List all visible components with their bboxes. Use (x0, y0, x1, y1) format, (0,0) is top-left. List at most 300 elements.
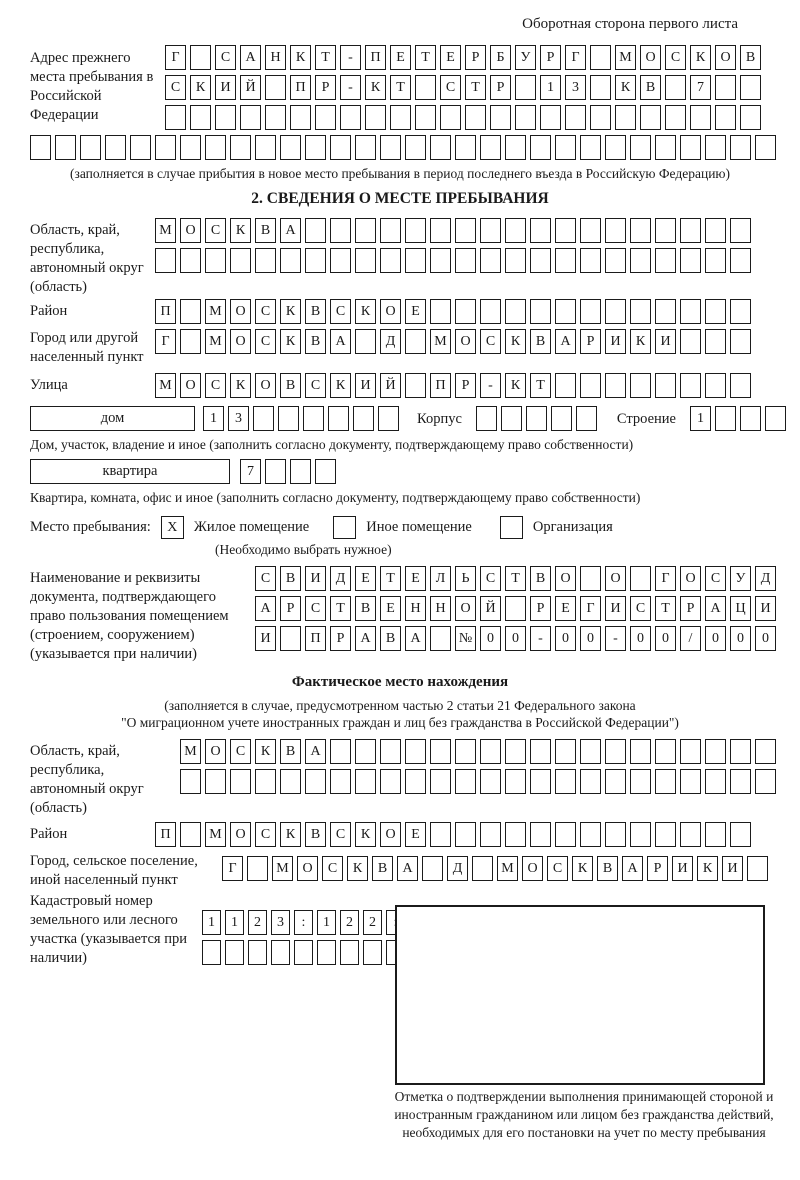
form-cell[interactable] (576, 406, 597, 431)
form-cell[interactable]: Е (405, 299, 426, 324)
form-cell[interactable] (530, 248, 551, 273)
form-cell[interactable] (705, 822, 726, 847)
form-cell[interactable] (430, 218, 451, 243)
form-cell[interactable] (130, 135, 151, 160)
form-cell[interactable] (655, 822, 676, 847)
form-cell[interactable]: В (372, 856, 393, 881)
form-cell[interactable]: В (530, 329, 551, 354)
form-cell[interactable] (430, 822, 451, 847)
form-cell[interactable] (476, 406, 497, 431)
form-cell[interactable]: П (155, 822, 176, 847)
form-cell[interactable] (555, 248, 576, 273)
form-cell[interactable]: Й (480, 596, 501, 621)
form-cell[interactable] (30, 135, 51, 160)
form-cell[interactable] (580, 299, 601, 324)
form-cell[interactable]: М (205, 299, 226, 324)
form-cell[interactable]: И (655, 329, 676, 354)
form-cell[interactable] (405, 373, 426, 398)
form-cell[interactable] (330, 218, 351, 243)
form-cell[interactable]: - (340, 75, 361, 100)
form-cell[interactable]: В (740, 45, 761, 70)
form-cell[interactable]: И (355, 373, 376, 398)
form-cell[interactable] (580, 373, 601, 398)
form-cell[interactable] (405, 329, 426, 354)
form-cell[interactable] (315, 459, 336, 484)
form-cell[interactable]: Т (330, 596, 351, 621)
form-cell[interactable]: А (330, 329, 351, 354)
form-cell[interactable]: Г (222, 856, 243, 881)
form-cell[interactable] (330, 248, 351, 273)
form-cell[interactable] (430, 769, 451, 794)
form-cell[interactable]: О (255, 373, 276, 398)
form-cell[interactable] (655, 739, 676, 764)
form-cell[interactable] (155, 248, 176, 273)
form-cell[interactable]: Й (380, 373, 401, 398)
form-cell[interactable]: К (280, 299, 301, 324)
form-cell[interactable]: Г (155, 329, 176, 354)
form-cell[interactable]: 2 (363, 910, 382, 935)
form-cell[interactable] (730, 299, 751, 324)
form-cell[interactable]: У (730, 566, 751, 591)
city-row[interactable] (155, 329, 751, 354)
form-cell[interactable] (290, 105, 311, 130)
form-cell[interactable]: Р (680, 596, 701, 621)
form-cell[interactable] (530, 769, 551, 794)
form-cell[interactable]: О (230, 822, 251, 847)
form-cell[interactable]: В (305, 299, 326, 324)
form-cell[interactable]: М (615, 45, 636, 70)
form-cell[interactable]: / (680, 626, 701, 651)
form-cell[interactable]: Р (490, 75, 511, 100)
form-cell[interactable] (630, 373, 651, 398)
korpus-cells[interactable] (476, 406, 597, 431)
form-cell[interactable] (378, 406, 399, 431)
form-cell[interactable]: - (530, 626, 551, 651)
form-cell[interactable] (505, 769, 526, 794)
form-cell[interactable]: 0 (730, 626, 751, 651)
form-cell[interactable] (526, 406, 547, 431)
form-cell[interactable] (205, 248, 226, 273)
form-cell[interactable]: С (330, 299, 351, 324)
form-cell[interactable]: В (305, 329, 326, 354)
form-cell[interactable]: 3 (565, 75, 586, 100)
form-cell[interactable]: В (597, 856, 618, 881)
form-cell[interactable] (280, 248, 301, 273)
form-cell[interactable] (665, 75, 686, 100)
form-cell[interactable] (755, 135, 776, 160)
form-cell[interactable] (390, 105, 411, 130)
form-cell[interactable]: Е (555, 596, 576, 621)
form-cell[interactable] (455, 739, 476, 764)
form-cell[interactable]: И (672, 856, 693, 881)
form-cell[interactable] (355, 218, 376, 243)
form-cell[interactable]: С (705, 566, 726, 591)
form-cell[interactable] (730, 822, 751, 847)
form-cell[interactable]: О (230, 329, 251, 354)
form-cell[interactable]: С (330, 822, 351, 847)
form-cell[interactable] (680, 769, 701, 794)
form-cell[interactable] (330, 135, 351, 160)
form-cell[interactable] (480, 218, 501, 243)
form-cell[interactable]: О (297, 856, 318, 881)
form-cell[interactable] (240, 105, 261, 130)
form-cell[interactable] (405, 135, 426, 160)
form-cell[interactable] (480, 135, 501, 160)
form-cell[interactable]: К (615, 75, 636, 100)
form-cell[interactable]: 1 (203, 406, 224, 431)
form-cell[interactable]: Г (165, 45, 186, 70)
form-cell[interactable]: М (205, 329, 226, 354)
form-cell[interactable] (580, 769, 601, 794)
form-cell[interactable] (565, 105, 586, 130)
form-cell[interactable]: Е (380, 596, 401, 621)
form-cell[interactable]: Е (355, 566, 376, 591)
form-cell[interactable] (505, 822, 526, 847)
form-cell[interactable]: О (680, 566, 701, 591)
form-cell[interactable] (230, 769, 251, 794)
form-cell[interactable]: Т (530, 373, 551, 398)
prev-address-row-2[interactable] (165, 75, 761, 100)
prev-address-extra-row[interactable] (30, 135, 800, 160)
form-cell[interactable] (555, 135, 576, 160)
form-cell[interactable] (630, 299, 651, 324)
form-cell[interactable]: Е (390, 45, 411, 70)
form-cell[interactable] (630, 248, 651, 273)
form-cell[interactable] (415, 75, 436, 100)
form-cell[interactable] (580, 248, 601, 273)
form-cell[interactable]: Л (430, 566, 451, 591)
form-cell[interactable]: Т (415, 45, 436, 70)
form-cell[interactable]: А (240, 45, 261, 70)
form-cell[interactable]: 0 (480, 626, 501, 651)
form-cell[interactable]: 1 (540, 75, 561, 100)
form-cell[interactable] (265, 105, 286, 130)
form-cell[interactable]: 0 (505, 626, 526, 651)
form-cell[interactable] (255, 769, 276, 794)
stroenie-cells[interactable] (690, 406, 786, 431)
form-cell[interactable]: К (630, 329, 651, 354)
form-cell[interactable] (380, 739, 401, 764)
form-cell[interactable] (303, 406, 324, 431)
form-cell[interactable] (430, 299, 451, 324)
form-cell[interactable]: 7 (240, 459, 261, 484)
form-cell[interactable]: С (322, 856, 343, 881)
form-cell[interactable] (605, 822, 626, 847)
form-cell[interactable]: Г (655, 566, 676, 591)
form-cell[interactable]: 0 (755, 626, 776, 651)
form-cell[interactable] (515, 75, 536, 100)
form-cell[interactable] (555, 769, 576, 794)
form-cell[interactable]: Т (505, 566, 526, 591)
form-cell[interactable]: 1 (317, 910, 336, 935)
form-cell[interactable] (340, 105, 361, 130)
form-cell[interactable]: О (380, 822, 401, 847)
form-cell[interactable]: - (340, 45, 361, 70)
doc-row-2[interactable] (255, 596, 776, 621)
form-cell[interactable]: Т (655, 596, 676, 621)
form-cell[interactable] (515, 105, 536, 130)
region-row-2[interactable] (155, 248, 751, 273)
form-cell[interactable] (747, 856, 768, 881)
form-cell[interactable] (501, 406, 522, 431)
form-cell[interactable]: Д (755, 566, 776, 591)
form-cell[interactable]: О (605, 566, 626, 591)
form-cell[interactable]: Т (465, 75, 486, 100)
form-cell[interactable] (305, 248, 326, 273)
form-cell[interactable] (740, 406, 761, 431)
form-cell[interactable] (605, 135, 626, 160)
form-cell[interactable]: И (605, 329, 626, 354)
form-cell[interactable] (380, 769, 401, 794)
form-cell[interactable] (215, 105, 236, 130)
form-cell[interactable] (317, 940, 336, 965)
other-premises-checkbox[interactable] (333, 516, 356, 539)
form-cell[interactable] (605, 248, 626, 273)
form-cell[interactable]: А (305, 739, 326, 764)
form-cell[interactable] (740, 105, 761, 130)
form-cell[interactable] (253, 406, 274, 431)
form-cell[interactable] (405, 769, 426, 794)
actual-district-row[interactable] (155, 822, 751, 847)
form-cell[interactable]: № (455, 626, 476, 651)
form-cell[interactable]: Д (447, 856, 468, 881)
actual-region-row-2[interactable] (180, 769, 776, 794)
form-cell[interactable] (353, 406, 374, 431)
form-cell[interactable] (180, 329, 201, 354)
form-cell[interactable]: Е (405, 566, 426, 591)
form-cell[interactable] (80, 135, 101, 160)
form-cell[interactable] (330, 739, 351, 764)
form-cell[interactable]: Р (540, 45, 561, 70)
form-cell[interactable] (630, 822, 651, 847)
form-cell[interactable]: Р (315, 75, 336, 100)
form-cell[interactable] (505, 739, 526, 764)
form-cell[interactable] (355, 769, 376, 794)
form-cell[interactable] (555, 822, 576, 847)
form-cell[interactable]: К (290, 45, 311, 70)
form-cell[interactable] (278, 406, 299, 431)
form-cell[interactable] (505, 596, 526, 621)
form-cell[interactable] (202, 940, 221, 965)
form-cell[interactable]: Т (390, 75, 411, 100)
form-cell[interactable]: В (355, 596, 376, 621)
form-cell[interactable] (180, 769, 201, 794)
form-cell[interactable]: 0 (655, 626, 676, 651)
form-cell[interactable] (551, 406, 572, 431)
form-cell[interactable] (455, 822, 476, 847)
form-cell[interactable]: 0 (580, 626, 601, 651)
form-cell[interactable] (205, 135, 226, 160)
form-cell[interactable] (580, 135, 601, 160)
form-cell[interactable]: Р (647, 856, 668, 881)
prev-address-row-1[interactable] (165, 45, 761, 70)
form-cell[interactable] (180, 135, 201, 160)
form-cell[interactable] (715, 406, 736, 431)
form-cell[interactable]: А (405, 626, 426, 651)
residential-checkbox[interactable]: X (161, 516, 184, 539)
form-cell[interactable] (730, 739, 751, 764)
form-cell[interactable]: С (255, 329, 276, 354)
form-cell[interactable] (665, 105, 686, 130)
form-cell[interactable] (355, 739, 376, 764)
form-cell[interactable]: О (455, 329, 476, 354)
form-cell[interactable] (455, 769, 476, 794)
form-cell[interactable] (605, 373, 626, 398)
form-cell[interactable] (355, 329, 376, 354)
district-row[interactable] (155, 299, 751, 324)
form-cell[interactable]: Й (240, 75, 261, 100)
form-cell[interactable] (205, 769, 226, 794)
form-cell[interactable] (380, 218, 401, 243)
form-cell[interactable]: В (280, 739, 301, 764)
form-cell[interactable] (530, 135, 551, 160)
street-row[interactable] (155, 373, 751, 398)
form-cell[interactable] (615, 105, 636, 130)
form-cell[interactable]: П (305, 626, 326, 651)
form-cell[interactable]: О (180, 373, 201, 398)
form-cell[interactable]: О (205, 739, 226, 764)
form-cell[interactable]: С (205, 218, 226, 243)
form-cell[interactable] (680, 248, 701, 273)
form-cell[interactable]: К (347, 856, 368, 881)
form-cell[interactable] (680, 135, 701, 160)
form-cell[interactable] (730, 135, 751, 160)
form-cell[interactable]: К (230, 218, 251, 243)
form-cell[interactable] (655, 135, 676, 160)
form-cell[interactable] (380, 248, 401, 273)
form-cell[interactable] (730, 248, 751, 273)
form-cell[interactable]: Т (315, 45, 336, 70)
form-cell[interactable]: С (480, 329, 501, 354)
form-cell[interactable]: А (705, 596, 726, 621)
form-cell[interactable]: И (255, 626, 276, 651)
form-cell[interactable]: С (230, 739, 251, 764)
form-cell[interactable] (330, 769, 351, 794)
form-cell[interactable] (294, 940, 313, 965)
form-cell[interactable]: С (215, 45, 236, 70)
form-cell[interactable] (490, 105, 511, 130)
form-cell[interactable] (505, 135, 526, 160)
organization-checkbox[interactable] (500, 516, 523, 539)
form-cell[interactable] (530, 299, 551, 324)
form-cell[interactable]: 1 (690, 406, 711, 431)
form-cell[interactable]: П (155, 299, 176, 324)
form-cell[interactable]: Р (280, 596, 301, 621)
prev-address-row-3[interactable] (165, 105, 761, 130)
form-cell[interactable] (530, 218, 551, 243)
form-cell[interactable] (680, 822, 701, 847)
form-cell[interactable] (405, 739, 426, 764)
form-cell[interactable]: В (280, 566, 301, 591)
form-cell[interactable] (705, 135, 726, 160)
form-cell[interactable] (430, 248, 451, 273)
form-cell[interactable] (705, 218, 726, 243)
form-cell[interactable] (680, 739, 701, 764)
form-cell[interactable]: 2 (340, 910, 359, 935)
form-cell[interactable] (640, 105, 661, 130)
actual-region-row-1[interactable] (180, 739, 776, 764)
form-cell[interactable] (705, 299, 726, 324)
form-cell[interactable] (455, 248, 476, 273)
form-cell[interactable]: Н (265, 45, 286, 70)
form-cell[interactable]: Н (430, 596, 451, 621)
form-cell[interactable]: И (722, 856, 743, 881)
form-cell[interactable] (315, 105, 336, 130)
form-cell[interactable] (480, 248, 501, 273)
form-cell[interactable]: С (205, 373, 226, 398)
apartment-widebox[interactable]: квартира (30, 459, 230, 484)
form-cell[interactable]: 0 (555, 626, 576, 651)
form-cell[interactable]: Б (490, 45, 511, 70)
form-cell[interactable] (363, 940, 382, 965)
form-cell[interactable]: А (355, 626, 376, 651)
form-cell[interactable]: О (180, 218, 201, 243)
form-cell[interactable]: В (305, 822, 326, 847)
form-cell[interactable]: С (165, 75, 186, 100)
form-cell[interactable] (430, 739, 451, 764)
form-cell[interactable] (730, 373, 751, 398)
form-cell[interactable]: Ц (730, 596, 751, 621)
form-cell[interactable]: П (290, 75, 311, 100)
form-cell[interactable]: К (230, 373, 251, 398)
form-cell[interactable] (480, 739, 501, 764)
form-cell[interactable]: В (380, 626, 401, 651)
form-cell[interactable] (105, 135, 126, 160)
form-cell[interactable] (555, 373, 576, 398)
apartment-cells[interactable] (240, 459, 336, 484)
form-cell[interactable] (247, 856, 268, 881)
form-cell[interactable] (705, 373, 726, 398)
form-cell[interactable]: К (355, 299, 376, 324)
form-cell[interactable]: Д (330, 566, 351, 591)
form-cell[interactable] (730, 218, 751, 243)
form-cell[interactable]: В (530, 566, 551, 591)
form-cell[interactable] (555, 739, 576, 764)
form-cell[interactable] (355, 248, 376, 273)
form-cell[interactable] (328, 406, 349, 431)
form-cell[interactable]: М (205, 822, 226, 847)
form-cell[interactable]: 7 (690, 75, 711, 100)
form-cell[interactable] (305, 135, 326, 160)
form-cell[interactable] (455, 299, 476, 324)
form-cell[interactable] (455, 218, 476, 243)
form-cell[interactable]: К (190, 75, 211, 100)
form-cell[interactable]: М (272, 856, 293, 881)
form-cell[interactable]: О (522, 856, 543, 881)
form-cell[interactable] (680, 373, 701, 398)
form-cell[interactable] (580, 218, 601, 243)
form-cell[interactable] (405, 248, 426, 273)
form-cell[interactable]: О (380, 299, 401, 324)
form-cell[interactable] (155, 135, 176, 160)
form-cell[interactable]: 1 (225, 910, 244, 935)
form-cell[interactable] (630, 135, 651, 160)
doc-row-3[interactable] (255, 626, 776, 651)
region-row-1[interactable] (155, 218, 751, 243)
form-cell[interactable]: С (255, 566, 276, 591)
form-cell[interactable]: С (665, 45, 686, 70)
form-cell[interactable] (415, 105, 436, 130)
form-cell[interactable]: А (280, 218, 301, 243)
form-cell[interactable]: 0 (630, 626, 651, 651)
form-cell[interactable]: 1 (202, 910, 221, 935)
form-cell[interactable]: С (630, 596, 651, 621)
form-cell[interactable]: О (555, 566, 576, 591)
form-cell[interactable] (480, 769, 501, 794)
form-cell[interactable]: М (155, 218, 176, 243)
form-cell[interactable] (280, 626, 301, 651)
form-cell[interactable] (590, 75, 611, 100)
